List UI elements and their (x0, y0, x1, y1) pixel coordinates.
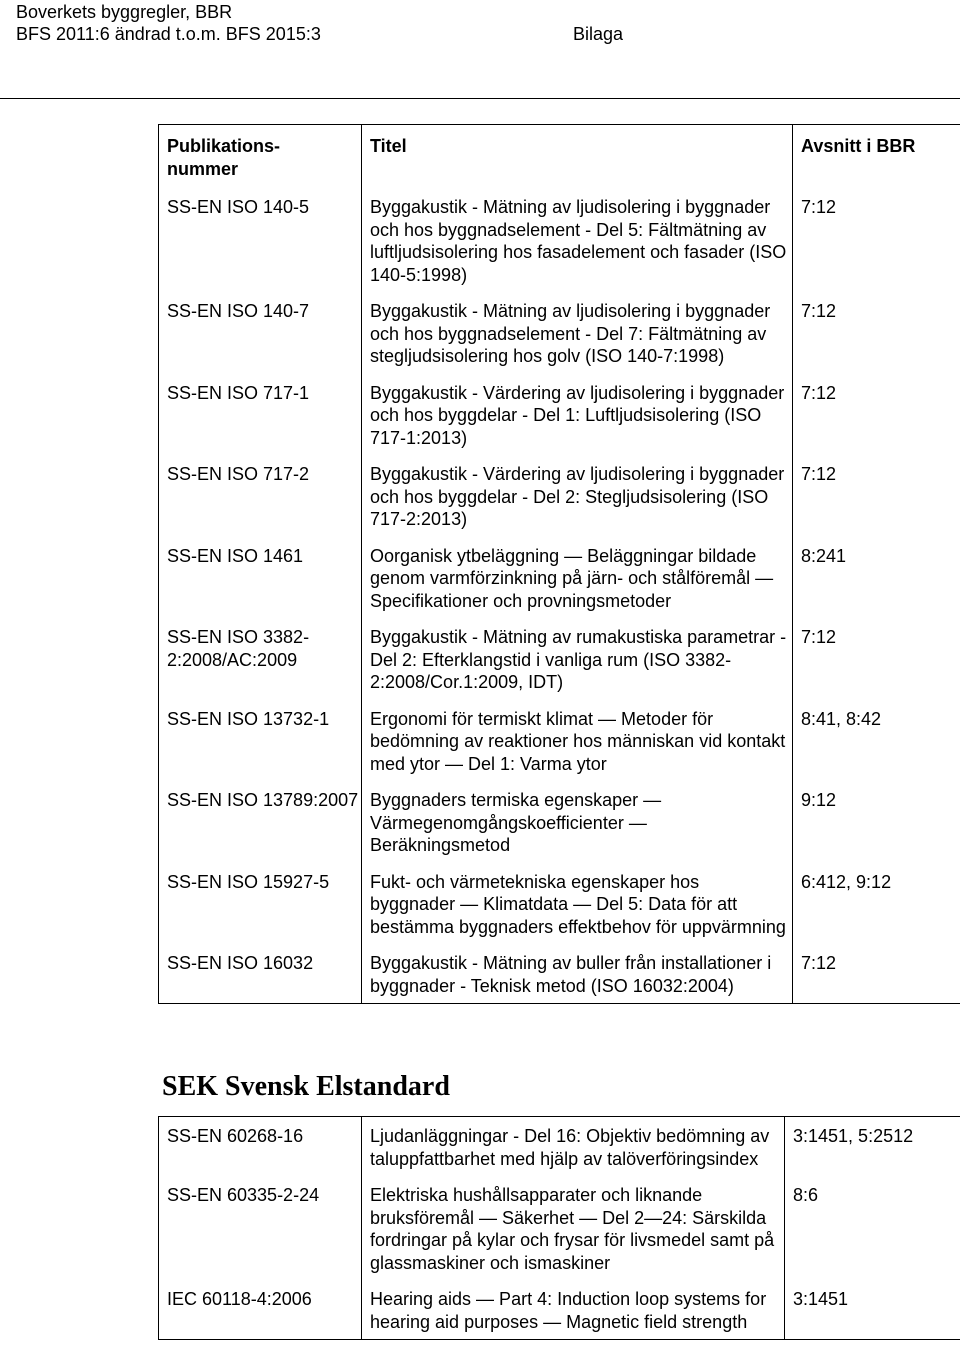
header-appendix-label: Bilaga (573, 24, 624, 44)
bbr-section-cell: 8:41, 8:42 (801, 708, 882, 729)
table-row (159, 863, 960, 945)
title-cell: Ljudanläggningar - Del 16: Objektiv bedömning av taluppfattbarhet med hjälp av talöverföringsindex (362, 1117, 785, 1177)
table-header-row (159, 125, 960, 189)
bbr-section-cell: 8:6 (793, 1185, 819, 1205)
bbr-section-cell: 3:1451, 5:2512 (793, 1126, 914, 1146)
title-cell: Elektriska hushållsapparater och liknande bruksföremål — Säkerhet — Del 2—24: Särskilda fordringar på kylar och frysar för livsmedel samt på glassmaskiner och ismaskiner (362, 1176, 785, 1280)
bbr-section-cell: 3:1451 (793, 1289, 849, 1309)
title-cell: Hearing aids — Part 4: Induction loop systems for hearing aid purposes — Magnetic field strength (362, 1280, 785, 1340)
publications-table (158, 124, 960, 1004)
table-row (159, 292, 960, 374)
header-bfs-reference: BFS 2011:6 ändrad t.o.m. BFS 2015:3 (16, 24, 321, 44)
column-header-section: Avsnitt i BBR (801, 136, 916, 156)
bbr-section-cell: 7:12 (801, 382, 837, 403)
title-cell: Byggakustik - Mätning av rumakustiska parametrar - Del 2: Efterklangstid i vanliga rum (ISO 3382-2:2008/Cor.1:2009, IDT) (362, 618, 793, 700)
title-cell: Oorganisk ytbeläggning — Beläggningar bildade genom varmförzinkning på järn- och stålföremål — Specifikationer och provningsmetoder (362, 537, 793, 619)
bbr-section-cell: 7:12 (801, 464, 837, 484)
table-row (159, 700, 960, 782)
table-row (159, 1117, 960, 1177)
bbr-section-cell: 7:12 (801, 953, 837, 973)
publication-number-cell: SS-EN ISO 140-5 (167, 197, 310, 217)
table-row (159, 188, 960, 292)
table-row (159, 1176, 960, 1280)
publication-number-cell: SS-EN ISO 717-2 (167, 464, 310, 484)
title-cell: Byggakustik - Mätning av buller från installationer i byggnader - Teknisk metod (ISO 16032:2004) (362, 944, 793, 1004)
bbr-section-cell: 7:12 (801, 627, 837, 647)
table-row (159, 618, 960, 700)
column-header-number: Publikations- nummer (167, 136, 281, 179)
header-regulation-title: Boverkets byggregler, BBR (16, 2, 233, 22)
publication-number-cell: SS-EN ISO 1461 (167, 545, 304, 566)
publication-number-cell: SS-EN 60335-2-24 (167, 1185, 320, 1205)
publication-number-cell: SS-EN ISO 13732-1 (167, 708, 330, 729)
publication-number-cell: SS-EN ISO 13789:2007 (167, 790, 359, 810)
title-cell: Byggnaders termiska egenskaper — Värmegenomgångskoefficienter — Beräkningsmetod (362, 781, 793, 863)
header-divider (0, 98, 960, 99)
bbr-section-cell: 6:412, 9:12 (801, 871, 892, 892)
title-cell: Byggakustik - Värdering av ljudisolering i byggnader och hos byggdelar - Del 2: Stegljudsisolering (ISO 717-2:2013) (362, 455, 793, 537)
title-cell: Fukt- och värmetekniska egenskaper hos byggnader — Klimatdata — Del 5: Data för att bestämma byggnaders effektbehov för uppvärmning (362, 863, 793, 945)
title-cell: Byggakustik - Mätning av ljudisolering i byggnader och hos byggnadselement - Del 7: Fältmätning av stegljudsisolering hos golv (ISO 140-7:1998) (362, 292, 793, 374)
publication-number-cell: SS-EN 60268-16 (167, 1126, 304, 1146)
title-cell: Ergonomi för termiskt klimat — Metoder för bedömning av reaktioner hos människan vid kontakt med ytor — Del 1: Varma ytor (362, 700, 793, 782)
table-row (159, 455, 960, 537)
publication-number-cell: SS-EN ISO 15927-5 (167, 871, 330, 892)
table-row (159, 944, 960, 1004)
table-row (159, 781, 960, 863)
bbr-section-cell: 9:12 (801, 790, 837, 810)
bbr-section-cell: 7:12 (801, 197, 837, 217)
column-header-title: Titel (362, 125, 793, 189)
table-row (159, 537, 960, 619)
publication-number-cell: IEC 60118-4:2006 (167, 1289, 312, 1309)
title-cell: Byggakustik - Mätning av ljudisolering i byggnader och hos byggnadselement - Del 5: Fältmätning av luftljudsisolering hos fasadelement och fasader (ISO 140-5:1998) (362, 188, 793, 292)
bbr-section-cell: 8:241 (801, 545, 847, 566)
publication-number-cell: SS-EN ISO 3382-2:2008/AC:2009 (167, 627, 310, 670)
bbr-section-cell: 7:12 (801, 301, 837, 321)
sek-section-title: SEK Svensk Elstandard (162, 1071, 450, 1102)
title-cell: Byggakustik - Värdering av ljudisolering i byggnader och hos byggdelar - Del 1: Luftljudsisolering (ISO 717-1:2013) (362, 374, 793, 456)
publication-number-cell: SS-EN ISO 140-7 (167, 301, 310, 321)
sek-standards-table (158, 1116, 960, 1340)
publication-number-cell: SS-EN ISO 16032 (167, 953, 314, 973)
publication-number-cell: SS-EN ISO 717-1 (167, 382, 310, 403)
table-row (159, 1280, 960, 1340)
table-row (159, 374, 960, 456)
